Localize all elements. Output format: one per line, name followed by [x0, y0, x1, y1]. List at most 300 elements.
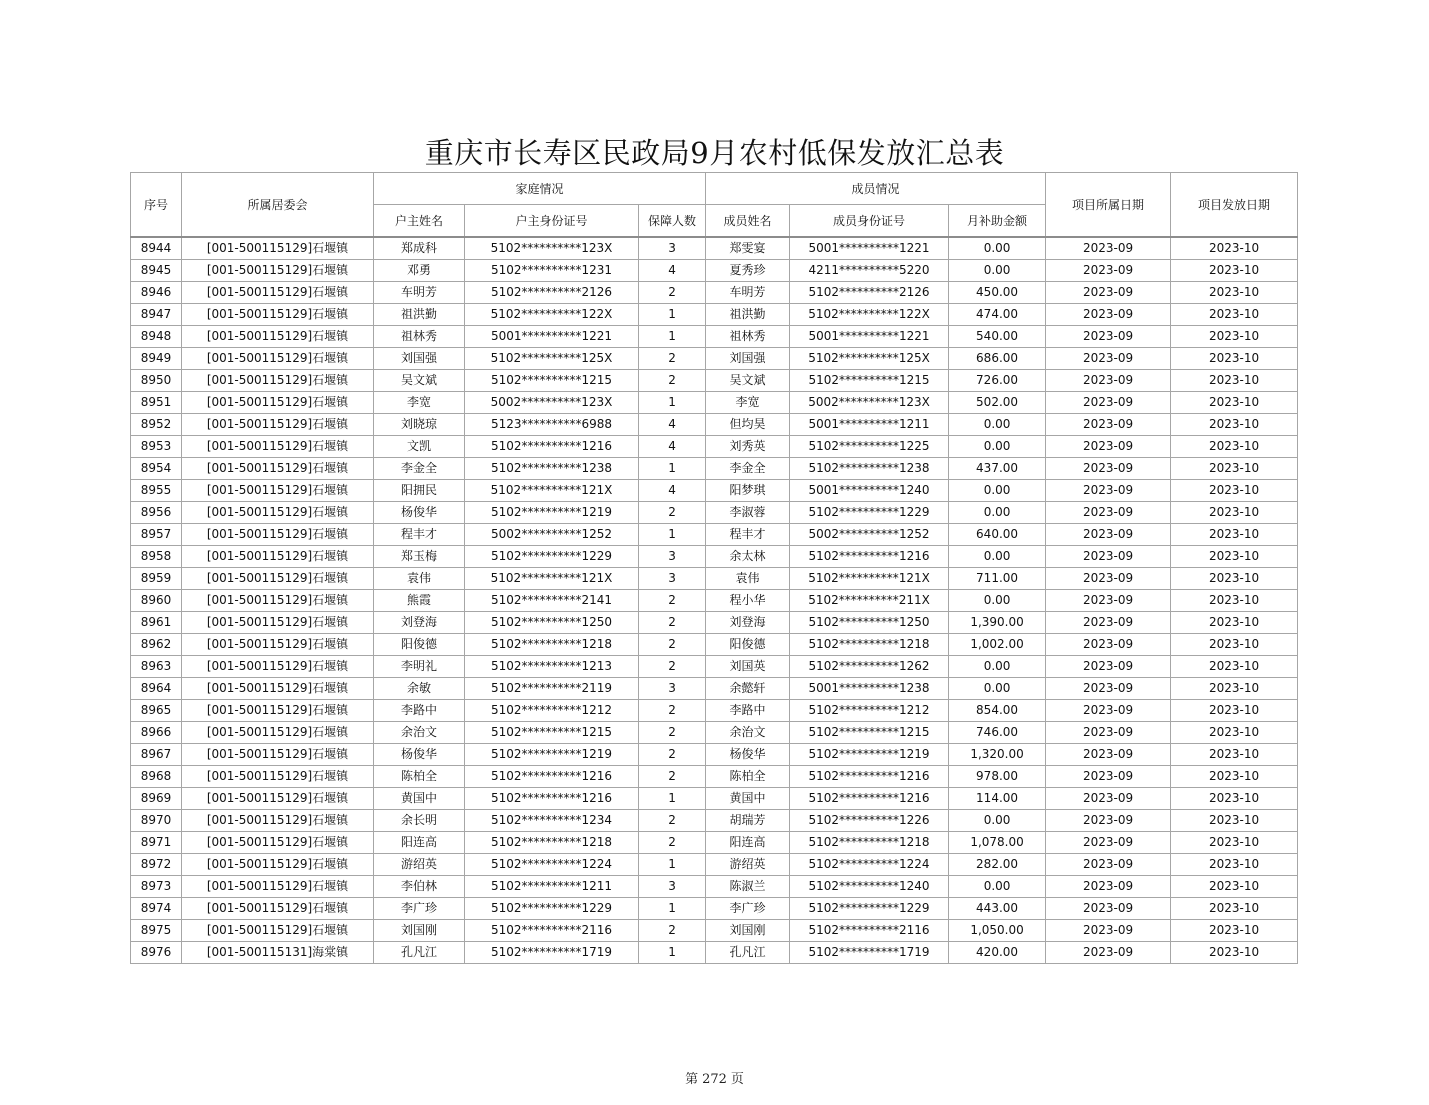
cell-monthly-amount: 474.00	[949, 304, 1046, 326]
cell-member-id: 5102**********1229	[790, 898, 949, 920]
cell-head-id: 5102**********1218	[465, 634, 639, 656]
cell-seq: 8946	[131, 282, 182, 304]
cell-committee: [001-500115129]石堰镇	[182, 568, 374, 590]
cell-head-id: 5102**********1216	[465, 788, 639, 810]
cell-monthly-amount: 502.00	[949, 392, 1046, 414]
cell-monthly-amount: 282.00	[949, 854, 1046, 876]
cell-covered: 2	[639, 722, 706, 744]
cell-project-date: 2023-09	[1046, 744, 1171, 766]
cell-monthly-amount: 711.00	[949, 568, 1046, 590]
cell-covered: 2	[639, 282, 706, 304]
cell-project-date: 2023-09	[1046, 788, 1171, 810]
header-head-id: 户主身份证号	[465, 205, 639, 238]
cell-seq: 8959	[131, 568, 182, 590]
cell-project-date: 2023-09	[1046, 326, 1171, 348]
cell-covered: 2	[639, 810, 706, 832]
cell-covered: 2	[639, 832, 706, 854]
table-row	[131, 920, 1298, 942]
cell-member-name: 刘国刚	[706, 920, 790, 942]
cell-project-date: 2023-09	[1046, 348, 1171, 370]
cell-covered: 2	[639, 766, 706, 788]
cell-project-date: 2023-09	[1046, 876, 1171, 898]
cell-committee: [001-500115129]石堰镇	[182, 260, 374, 282]
cell-head-id: 5001**********1221	[465, 326, 639, 348]
cell-head-name: 游绍英	[374, 854, 465, 876]
cell-covered: 4	[639, 260, 706, 282]
cell-member-name: 阳连高	[706, 832, 790, 854]
cell-member-name: 刘国强	[706, 348, 790, 370]
cell-member-id: 5102**********1250	[790, 612, 949, 634]
cell-head-name: 孔凡江	[374, 942, 465, 964]
cell-monthly-amount: 1,320.00	[949, 744, 1046, 766]
cell-head-name: 李路中	[374, 700, 465, 722]
cell-committee: [001-500115129]石堰镇	[182, 722, 374, 744]
cell-head-id: 5102**********1215	[465, 370, 639, 392]
cell-seq: 8972	[131, 854, 182, 876]
cell-committee: [001-500115129]石堰镇	[182, 546, 374, 568]
cell-member-id: 5102**********125X	[790, 348, 949, 370]
cell-covered: 1	[639, 942, 706, 964]
cell-committee: [001-500115129]石堰镇	[182, 898, 374, 920]
header-committee: 所属居委会	[182, 173, 374, 238]
cell-member-name: 阳俊德	[706, 634, 790, 656]
cell-issue-date: 2023-10	[1171, 766, 1298, 788]
header-member-name: 成员姓名	[706, 205, 790, 238]
cell-member-id: 5102**********1719	[790, 942, 949, 964]
cell-project-date: 2023-09	[1046, 678, 1171, 700]
cell-head-name: 程丰才	[374, 524, 465, 546]
cell-member-name: 阳梦琪	[706, 480, 790, 502]
cell-covered: 2	[639, 634, 706, 656]
cell-monthly-amount: 443.00	[949, 898, 1046, 920]
cell-project-date: 2023-09	[1046, 282, 1171, 304]
cell-monthly-amount: 0.00	[949, 546, 1046, 568]
header-issue-date: 项目发放日期	[1171, 173, 1298, 238]
cell-seq: 8950	[131, 370, 182, 392]
cell-monthly-amount: 978.00	[949, 766, 1046, 788]
cell-member-id: 5102**********1224	[790, 854, 949, 876]
page-number-prefix: 第	[685, 1072, 699, 1087]
cell-seq: 8976	[131, 942, 182, 964]
cell-head-id: 5102**********2141	[465, 590, 639, 612]
cell-project-date: 2023-09	[1046, 656, 1171, 678]
cell-seq: 8963	[131, 656, 182, 678]
cell-covered: 1	[639, 392, 706, 414]
cell-project-date: 2023-09	[1046, 832, 1171, 854]
table-row	[131, 634, 1298, 656]
cell-member-id: 5102**********122X	[790, 304, 949, 326]
cell-member-name: 余懿轩	[706, 678, 790, 700]
cell-member-name: 李广珍	[706, 898, 790, 920]
cell-head-id: 5002**********1252	[465, 524, 639, 546]
cell-member-id: 5001**********1221	[790, 326, 949, 348]
cell-member-id: 5102**********1218	[790, 634, 949, 656]
cell-monthly-amount: 726.00	[949, 370, 1046, 392]
table-row	[131, 590, 1298, 612]
cell-seq: 8967	[131, 744, 182, 766]
header-covered: 保障人数	[639, 205, 706, 238]
table-row	[131, 282, 1298, 304]
table-row	[131, 392, 1298, 414]
cell-seq: 8960	[131, 590, 182, 612]
cell-committee: [001-500115129]石堰镇	[182, 304, 374, 326]
cell-project-date: 2023-09	[1046, 722, 1171, 744]
cell-head-id: 5102**********123X	[465, 237, 639, 260]
cell-monthly-amount: 1,390.00	[949, 612, 1046, 634]
cell-head-id: 5102**********1238	[465, 458, 639, 480]
cell-monthly-amount: 0.00	[949, 590, 1046, 612]
page-number-suffix: 页	[730, 1072, 744, 1087]
cell-monthly-amount: 0.00	[949, 678, 1046, 700]
cell-monthly-amount: 1,078.00	[949, 832, 1046, 854]
cell-seq: 8951	[131, 392, 182, 414]
cell-monthly-amount: 437.00	[949, 458, 1046, 480]
cell-member-id: 5102**********1215	[790, 722, 949, 744]
cell-covered: 2	[639, 370, 706, 392]
cell-issue-date: 2023-10	[1171, 810, 1298, 832]
page-number	[0, 1068, 1429, 1087]
cell-seq: 8947	[131, 304, 182, 326]
cell-head-name: 杨俊华	[374, 744, 465, 766]
cell-member-name: 杨俊华	[706, 744, 790, 766]
cell-head-name: 刘国刚	[374, 920, 465, 942]
cell-head-id: 5102**********121X	[465, 480, 639, 502]
cell-covered: 3	[639, 568, 706, 590]
cell-head-name: 袁伟	[374, 568, 465, 590]
cell-head-name: 余长明	[374, 810, 465, 832]
cell-head-id: 5102**********1216	[465, 766, 639, 788]
cell-head-id: 5102**********2119	[465, 678, 639, 700]
page-title: 重庆市长寿区民政局9月农村低保发放汇总表	[424, 136, 1005, 170]
cell-seq: 8970	[131, 810, 182, 832]
cell-committee: [001-500115129]石堰镇	[182, 744, 374, 766]
cell-seq: 8971	[131, 832, 182, 854]
relief-summary-table	[130, 172, 1298, 964]
cell-committee: [001-500115129]石堰镇	[182, 854, 374, 876]
cell-covered: 1	[639, 304, 706, 326]
cell-head-id: 5123**********6988	[465, 414, 639, 436]
cell-member-name: 游绍英	[706, 854, 790, 876]
cell-monthly-amount: 0.00	[949, 502, 1046, 524]
cell-committee: [001-500115129]石堰镇	[182, 876, 374, 898]
table-row	[131, 480, 1298, 502]
cell-issue-date: 2023-10	[1171, 282, 1298, 304]
cell-seq: 8966	[131, 722, 182, 744]
cell-member-name: 车明芳	[706, 282, 790, 304]
cell-seq: 8965	[131, 700, 182, 722]
cell-project-date: 2023-09	[1046, 458, 1171, 480]
cell-committee: [001-500115129]石堰镇	[182, 436, 374, 458]
cell-issue-date: 2023-10	[1171, 590, 1298, 612]
header-member-group: 成员情况	[706, 173, 1046, 205]
cell-member-name: 但均昊	[706, 414, 790, 436]
cell-member-name: 祖林秀	[706, 326, 790, 348]
cell-head-name: 黄国中	[374, 788, 465, 810]
cell-project-date: 2023-09	[1046, 810, 1171, 832]
cell-head-name: 阳连高	[374, 832, 465, 854]
cell-member-id: 5001**********1211	[790, 414, 949, 436]
cell-seq: 8954	[131, 458, 182, 480]
cell-committee: [001-500115129]石堰镇	[182, 480, 374, 502]
cell-head-id: 5102**********121X	[465, 568, 639, 590]
table-row	[131, 524, 1298, 546]
cell-head-id: 5102**********1212	[465, 700, 639, 722]
cell-issue-date: 2023-10	[1171, 436, 1298, 458]
cell-member-id: 5102**********1238	[790, 458, 949, 480]
cell-head-name: 李伯林	[374, 876, 465, 898]
cell-monthly-amount: 0.00	[949, 237, 1046, 260]
cell-member-name: 陈柏全	[706, 766, 790, 788]
cell-committee: [001-500115129]石堰镇	[182, 832, 374, 854]
cell-head-name: 郑玉梅	[374, 546, 465, 568]
cell-member-name: 郑雯宴	[706, 237, 790, 260]
cell-head-id: 5102**********1719	[465, 942, 639, 964]
cell-member-name: 刘国英	[706, 656, 790, 678]
cell-monthly-amount: 450.00	[949, 282, 1046, 304]
table-row	[131, 546, 1298, 568]
cell-member-id: 5102**********121X	[790, 568, 949, 590]
cell-head-name: 车明芳	[374, 282, 465, 304]
cell-monthly-amount: 854.00	[949, 700, 1046, 722]
cell-head-name: 阳拥民	[374, 480, 465, 502]
cell-monthly-amount: 0.00	[949, 480, 1046, 502]
table-row	[131, 678, 1298, 700]
cell-committee: [001-500115129]石堰镇	[182, 810, 374, 832]
cell-issue-date: 2023-10	[1171, 458, 1298, 480]
table-row	[131, 568, 1298, 590]
cell-covered: 1	[639, 326, 706, 348]
cell-head-name: 刘国强	[374, 348, 465, 370]
cell-head-id: 5002**********123X	[465, 392, 639, 414]
cell-member-id: 5102**********1215	[790, 370, 949, 392]
cell-member-id: 5001**********1240	[790, 480, 949, 502]
cell-member-name: 黄国中	[706, 788, 790, 810]
cell-covered: 3	[639, 546, 706, 568]
table-header	[131, 173, 1298, 238]
cell-project-date: 2023-09	[1046, 237, 1171, 260]
cell-head-id: 5102**********1250	[465, 612, 639, 634]
header-family-group: 家庭情况	[374, 173, 706, 205]
cell-head-name: 祖林秀	[374, 326, 465, 348]
cell-issue-date: 2023-10	[1171, 524, 1298, 546]
cell-covered: 4	[639, 480, 706, 502]
cell-issue-date: 2023-10	[1171, 700, 1298, 722]
cell-issue-date: 2023-10	[1171, 502, 1298, 524]
cell-project-date: 2023-09	[1046, 304, 1171, 326]
cell-committee: [001-500115129]石堰镇	[182, 370, 374, 392]
cell-covered: 1	[639, 788, 706, 810]
cell-member-id: 5102**********1240	[790, 876, 949, 898]
cell-member-id: 5001**********1238	[790, 678, 949, 700]
table-row	[131, 260, 1298, 282]
table-body	[131, 237, 1298, 964]
cell-project-date: 2023-09	[1046, 898, 1171, 920]
cell-issue-date: 2023-10	[1171, 480, 1298, 502]
cell-member-name: 夏秀珍	[706, 260, 790, 282]
cell-member-id: 5102**********1218	[790, 832, 949, 854]
header-head-name: 户主姓名	[374, 205, 465, 238]
cell-project-date: 2023-09	[1046, 260, 1171, 282]
cell-member-id: 5102**********2126	[790, 282, 949, 304]
cell-seq: 8945	[131, 260, 182, 282]
table-row	[131, 854, 1298, 876]
cell-member-name: 祖洪勤	[706, 304, 790, 326]
cell-seq: 8958	[131, 546, 182, 568]
cell-issue-date: 2023-10	[1171, 237, 1298, 260]
cell-monthly-amount: 0.00	[949, 656, 1046, 678]
cell-head-id: 5102**********2116	[465, 920, 639, 942]
cell-member-name: 程丰才	[706, 524, 790, 546]
cell-member-name: 李淑蓉	[706, 502, 790, 524]
cell-covered: 2	[639, 744, 706, 766]
cell-project-date: 2023-09	[1046, 392, 1171, 414]
cell-committee: [001-500115129]石堰镇	[182, 458, 374, 480]
cell-head-name: 李宽	[374, 392, 465, 414]
cell-member-id: 5102**********1219	[790, 744, 949, 766]
cell-member-name: 刘秀英	[706, 436, 790, 458]
cell-monthly-amount: 1,050.00	[949, 920, 1046, 942]
cell-monthly-amount: 114.00	[949, 788, 1046, 810]
cell-covered: 1	[639, 458, 706, 480]
cell-covered: 2	[639, 612, 706, 634]
cell-member-id: 5102**********1262	[790, 656, 949, 678]
cell-seq: 8957	[131, 524, 182, 546]
cell-member-name: 刘登海	[706, 612, 790, 634]
cell-committee: [001-500115129]石堰镇	[182, 282, 374, 304]
cell-covered: 1	[639, 898, 706, 920]
cell-head-name: 李明礼	[374, 656, 465, 678]
cell-issue-date: 2023-10	[1171, 678, 1298, 700]
cell-issue-date: 2023-10	[1171, 568, 1298, 590]
table-row	[131, 700, 1298, 722]
cell-committee: [001-500115129]石堰镇	[182, 524, 374, 546]
cell-head-name: 刘晓琼	[374, 414, 465, 436]
cell-issue-date: 2023-10	[1171, 348, 1298, 370]
table-row	[131, 612, 1298, 634]
cell-project-date: 2023-09	[1046, 920, 1171, 942]
cell-head-name: 余敏	[374, 678, 465, 700]
cell-head-name: 熊霞	[374, 590, 465, 612]
cell-seq: 8975	[131, 920, 182, 942]
table-row	[131, 744, 1298, 766]
cell-head-name: 邓勇	[374, 260, 465, 282]
table-row	[131, 370, 1298, 392]
cell-issue-date: 2023-10	[1171, 898, 1298, 920]
cell-issue-date: 2023-10	[1171, 612, 1298, 634]
cell-monthly-amount: 0.00	[949, 810, 1046, 832]
cell-committee: [001-500115129]石堰镇	[182, 634, 374, 656]
cell-head-name: 阳俊德	[374, 634, 465, 656]
cell-member-id: 5002**********123X	[790, 392, 949, 414]
cell-seq: 8955	[131, 480, 182, 502]
cell-covered: 2	[639, 700, 706, 722]
cell-member-id: 5102**********1212	[790, 700, 949, 722]
cell-committee: [001-500115129]石堰镇	[182, 502, 374, 524]
table-row	[131, 788, 1298, 810]
cell-head-id: 5102**********1219	[465, 502, 639, 524]
cell-head-name: 祖洪勤	[374, 304, 465, 326]
cell-committee: [001-500115129]石堰镇	[182, 700, 374, 722]
cell-issue-date: 2023-10	[1171, 260, 1298, 282]
cell-seq: 8973	[131, 876, 182, 898]
cell-monthly-amount: 1,002.00	[949, 634, 1046, 656]
cell-project-date: 2023-09	[1046, 502, 1171, 524]
table-row	[131, 326, 1298, 348]
cell-committee: [001-500115129]石堰镇	[182, 766, 374, 788]
cell-issue-date: 2023-10	[1171, 920, 1298, 942]
cell-member-name: 孔凡江	[706, 942, 790, 964]
table-row	[131, 810, 1298, 832]
cell-seq: 8961	[131, 612, 182, 634]
table-row	[131, 436, 1298, 458]
cell-member-id: 5102**********1226	[790, 810, 949, 832]
header-monthly-amount: 月补助金额	[949, 205, 1046, 238]
cell-head-id: 5102**********1219	[465, 744, 639, 766]
cell-member-name: 吴文斌	[706, 370, 790, 392]
cell-head-id: 5102**********1234	[465, 810, 639, 832]
cell-covered: 1	[639, 854, 706, 876]
cell-committee: [001-500115129]石堰镇	[182, 612, 374, 634]
table-row	[131, 942, 1298, 964]
cell-head-id: 5102**********1216	[465, 436, 639, 458]
table-row	[131, 458, 1298, 480]
cell-issue-date: 2023-10	[1171, 942, 1298, 964]
table-row	[131, 898, 1298, 920]
cell-committee: [001-500115129]石堰镇	[182, 678, 374, 700]
cell-committee: [001-500115131]海棠镇	[182, 942, 374, 964]
cell-covered: 3	[639, 237, 706, 260]
cell-monthly-amount: 686.00	[949, 348, 1046, 370]
cell-monthly-amount: 0.00	[949, 876, 1046, 898]
cell-member-name: 余太林	[706, 546, 790, 568]
cell-seq: 8962	[131, 634, 182, 656]
cell-committee: [001-500115129]石堰镇	[182, 590, 374, 612]
cell-issue-date: 2023-10	[1171, 876, 1298, 898]
cell-monthly-amount: 746.00	[949, 722, 1046, 744]
cell-head-name: 文凯	[374, 436, 465, 458]
cell-member-name: 胡瑞芳	[706, 810, 790, 832]
cell-head-name: 刘登海	[374, 612, 465, 634]
cell-issue-date: 2023-10	[1171, 832, 1298, 854]
cell-project-date: 2023-09	[1046, 414, 1171, 436]
cell-project-date: 2023-09	[1046, 568, 1171, 590]
cell-head-id: 5102**********122X	[465, 304, 639, 326]
cell-head-id: 5102**********1231	[465, 260, 639, 282]
cell-head-id: 5102**********1229	[465, 898, 639, 920]
cell-seq: 8953	[131, 436, 182, 458]
cell-issue-date: 2023-10	[1171, 854, 1298, 876]
cell-member-id: 4211**********5220	[790, 260, 949, 282]
cell-head-id: 5102**********1213	[465, 656, 639, 678]
cell-head-id: 5102**********1211	[465, 876, 639, 898]
cell-head-name: 郑成科	[374, 237, 465, 260]
cell-covered: 1	[639, 524, 706, 546]
cell-head-name: 李广珍	[374, 898, 465, 920]
cell-seq: 8944	[131, 237, 182, 260]
table-row	[131, 876, 1298, 898]
cell-member-id: 5102**********1216	[790, 766, 949, 788]
table-row	[131, 414, 1298, 436]
page-number-value: 272	[702, 1072, 727, 1087]
cell-project-date: 2023-09	[1046, 634, 1171, 656]
cell-seq: 8952	[131, 414, 182, 436]
cell-head-id: 5102**********2126	[465, 282, 639, 304]
cell-member-name: 袁伟	[706, 568, 790, 590]
cell-issue-date: 2023-10	[1171, 634, 1298, 656]
cell-member-name: 余治文	[706, 722, 790, 744]
cell-member-id: 5102**********1229	[790, 502, 949, 524]
cell-monthly-amount: 0.00	[949, 260, 1046, 282]
